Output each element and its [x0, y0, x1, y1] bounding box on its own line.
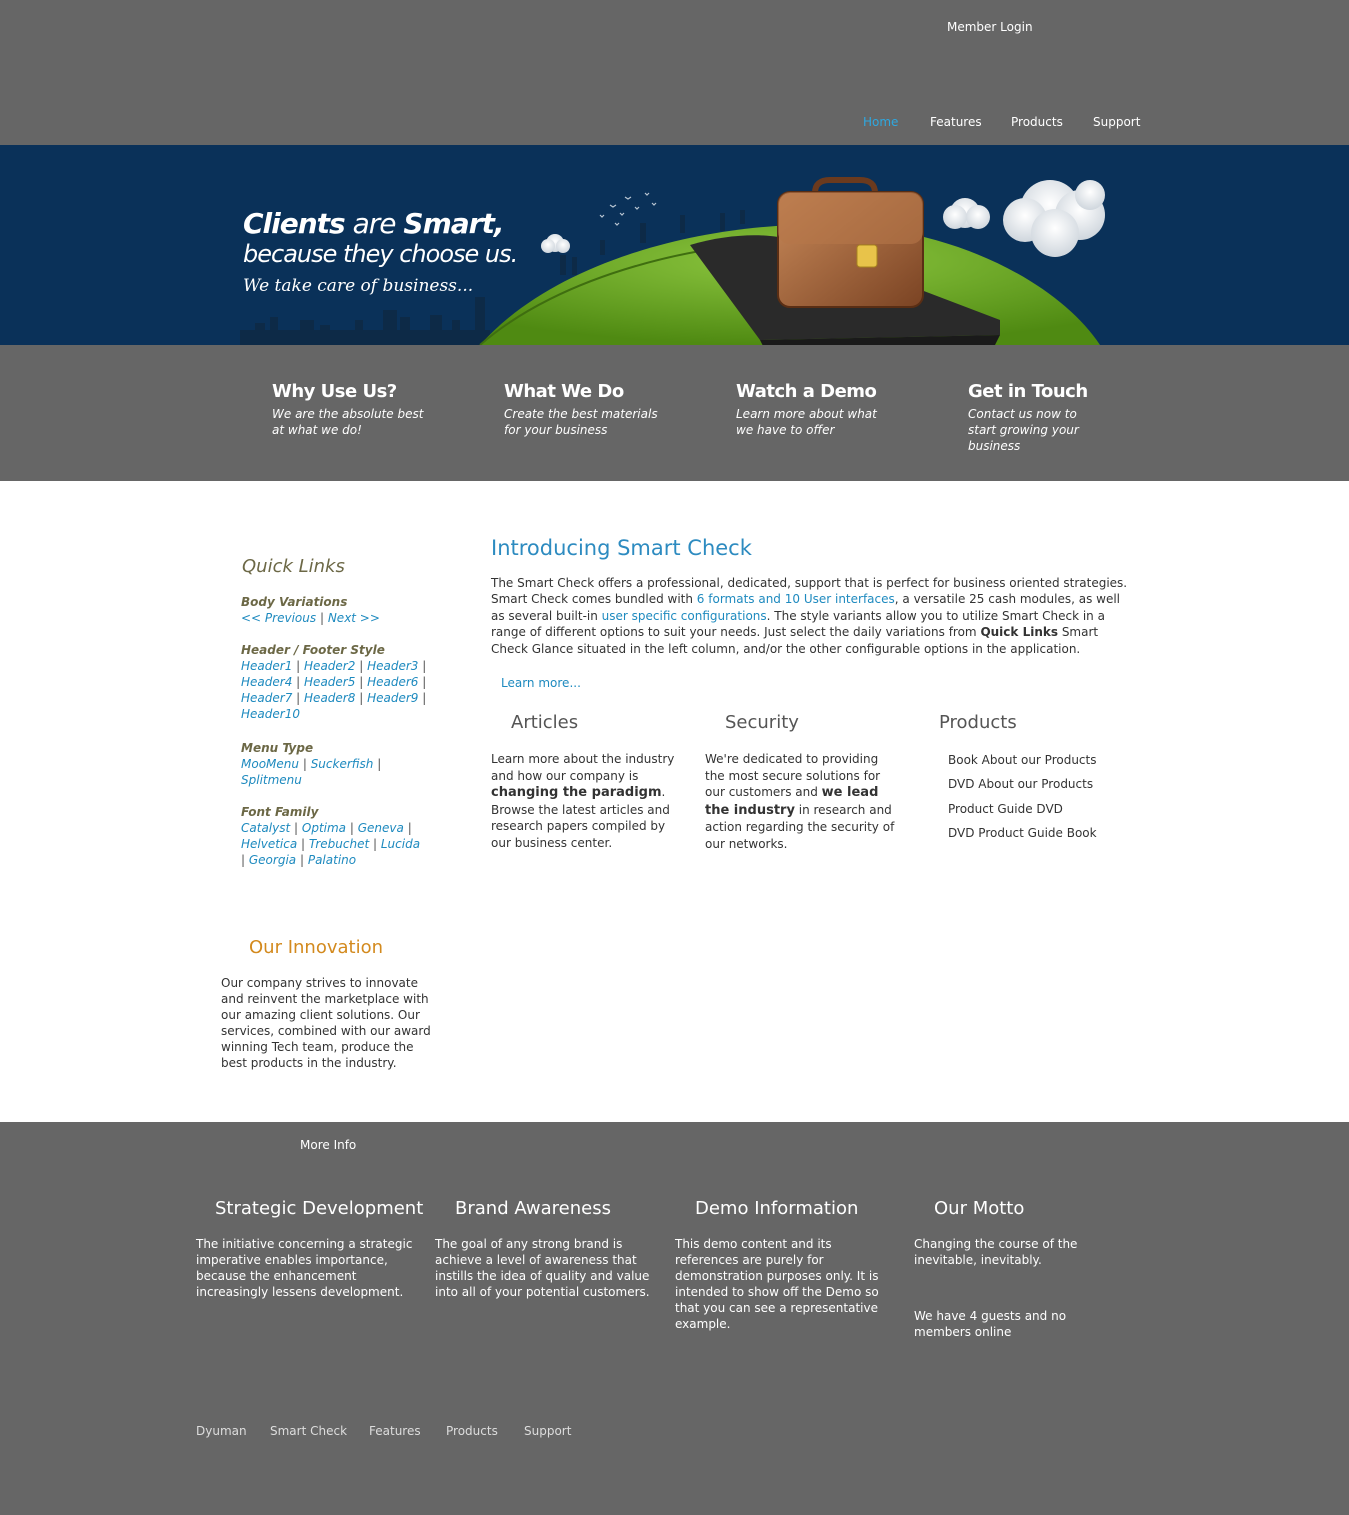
menu-type-heading: Menu Type [241, 741, 314, 755]
footer-nav-support[interactable]: Support [524, 1424, 572, 1438]
header9-link[interactable]: Header9 [367, 691, 419, 705]
articles-text: Learn more about the industry and how our company is changing the paradigm. Browse the latest articles and research papers compiled by our business center. [491, 752, 675, 850]
footer-col-text: This demo content and its references are purely for demonstration purposes only. It is intended to show off the Demo so that you can see a representative example. [675, 1237, 879, 1331]
feature-watch-demo[interactable]: Watch a Demo Learn more about what we have to offer [736, 381, 877, 437]
header8-link[interactable]: Header8 [304, 691, 356, 705]
georgia-link[interactable]: Georgia [248, 853, 297, 867]
helvetica-link[interactable]: Helvetica [241, 837, 298, 851]
articles-title: Articles [511, 712, 579, 733]
menu-type-block: Menu Type MooMenu | Suckerfish | Splitmenu [241, 740, 431, 788]
header5-link[interactable]: Header5 [304, 675, 356, 689]
optima-link[interactable]: Optima [301, 821, 347, 835]
font-family-heading: Font Family [241, 805, 319, 819]
lucida-link[interactable]: Lucida [380, 837, 421, 851]
learn-more-link[interactable]: Learn more... [501, 676, 581, 690]
geneva-link[interactable]: Geneva [357, 821, 404, 835]
briefcase-icon [778, 180, 923, 307]
intro-text: The Smart Check offers a professional, dedicated, support that is perfect for business oriented strategies. Smart Check comes bundled with 6 formats and 10 User interfaces, a versatile 25 cash modules, as well as several built-in user specific configurations. The style variants allow you to utilize Smart Check in a range of different options to suit your needs. Just select the daily variations from Quick Links Smart Check Glance situated in the left column, and/or the other configurable options in the application. [491, 576, 1128, 656]
footer-nav-dyuman[interactable]: Dyuman [196, 1424, 247, 1438]
feature-what-we-do[interactable]: What We Do Create the best materials for your business [504, 381, 658, 437]
more-info-link[interactable]: More Info [300, 1138, 357, 1152]
font-family-block: Font Family Catalyst | Optima | Geneva | Helvetica | Trebuchet | Lucida | Georgia | Palatino [241, 804, 431, 868]
main-content [0, 481, 1349, 1122]
innovation-text: Our company strives to innovate and reinvent the marketplace with our amazing client solutions. Our services, combined with our award winning Tech team, produce the best products in the industry. [221, 976, 431, 1070]
next-link[interactable]: Next >> [327, 611, 380, 625]
hero-banner [0, 145, 1349, 345]
products-title: Products [939, 712, 1017, 733]
formats-link[interactable]: 6 formats and 10 User interfaces [696, 592, 895, 607]
banner-headline: Clients are Smart, [243, 207, 504, 240]
header6-link[interactable]: Header6 [367, 675, 419, 689]
moomenu-link[interactable]: MooMenu [241, 757, 299, 771]
product-item[interactable]: Product Guide DVD [948, 801, 1063, 816]
top-header [0, 0, 1349, 145]
footer-col-text: The goal of any strong brand is achieve a level of awareness that instills the idea of quality and value into all of your potential customers. [435, 1237, 650, 1299]
footer [0, 1122, 1349, 1515]
member-login-link[interactable]: Member Login [947, 20, 1033, 34]
header4-link[interactable]: Header4 [241, 675, 293, 689]
footer-col-title: Our Motto [934, 1198, 1025, 1219]
nav-products[interactable]: Products [1011, 115, 1063, 129]
quick-links-title: Quick Links [242, 556, 345, 577]
nav-home[interactable]: Home [863, 115, 899, 129]
security-text: We're dedicated to providing the most secure solutions for our customers and we lead the industry in research and action regarding the security of our networks. [705, 752, 895, 851]
product-item[interactable]: DVD Product Guide Book [948, 825, 1097, 840]
feature-why-use-us[interactable]: Why Use Us? We are the absolute best at what we do! [272, 381, 424, 437]
splitmenu-link[interactable]: Splitmenu [241, 773, 302, 787]
products-list [948, 753, 1097, 850]
palatino-link[interactable]: Palatino [307, 853, 357, 867]
header2-link[interactable]: Header2 [304, 659, 356, 673]
footer-nav-products[interactable]: Products [446, 1424, 498, 1438]
header-footer-style-block: Header / Footer Style Header1 | Header2 | Header3 | Header4 | Header5 | Header6 | Header7 | Header8 | Header9 | Header10 [241, 642, 431, 722]
feature-get-in-touch[interactable]: Get in Touch Contact us now to start growing your business [968, 381, 1088, 453]
footer-nav-smart-check[interactable]: Smart Check [270, 1424, 348, 1438]
header1-link[interactable]: Header1 [241, 659, 293, 673]
trebuchet-link[interactable]: Trebuchet [308, 837, 370, 851]
product-item[interactable]: Book About our Products [948, 753, 1097, 767]
birds-icon [600, 193, 656, 225]
online-status-text: We have 4 guests and no members online [914, 1309, 1067, 1339]
header10-link[interactable]: Header10 [241, 707, 300, 721]
footer-col-text: Changing the course of the inevitable, inevitably. [914, 1237, 1078, 1267]
banner-subheadline: because they choose us. [243, 240, 518, 268]
nav-support[interactable]: Support [1093, 115, 1141, 129]
footer-nav-features[interactable]: Features [369, 1424, 421, 1438]
header7-link[interactable]: Header7 [241, 691, 293, 705]
footer-col-title: Strategic Development [215, 1198, 424, 1219]
footer-col-title: Demo Information [695, 1198, 859, 1219]
header-footer-heading: Header / Footer Style [241, 643, 385, 657]
banner-tagline: We take care of business... [243, 276, 474, 296]
features-strip [0, 345, 1349, 481]
body-variations-heading: Body Variations [241, 595, 348, 609]
intro-title: Introducing Smart Check [491, 536, 752, 560]
body-variations-block: Body Variations << Previous | Next >> [241, 594, 431, 626]
footer-col-title: Brand Awareness [455, 1198, 611, 1219]
footer-col-text: The initiative concerning a strategic imperative enables importance, because the enhancement increasingly lessens development. [196, 1237, 413, 1299]
configurations-link[interactable]: user specific configurations [601, 608, 767, 623]
header3-link[interactable]: Header3 [367, 659, 419, 673]
catalyst-link[interactable]: Catalyst [241, 821, 291, 835]
innovation-title: Our Innovation [249, 937, 383, 958]
product-item[interactable]: DVD About our Products [948, 777, 1094, 792]
previous-link[interactable]: << Previous [241, 611, 317, 625]
nav-features[interactable]: Features [930, 115, 982, 129]
suckerfish-link[interactable]: Suckerfish [310, 757, 374, 771]
security-title: Security [725, 712, 799, 733]
hero-illustration [0, 145, 1349, 375]
